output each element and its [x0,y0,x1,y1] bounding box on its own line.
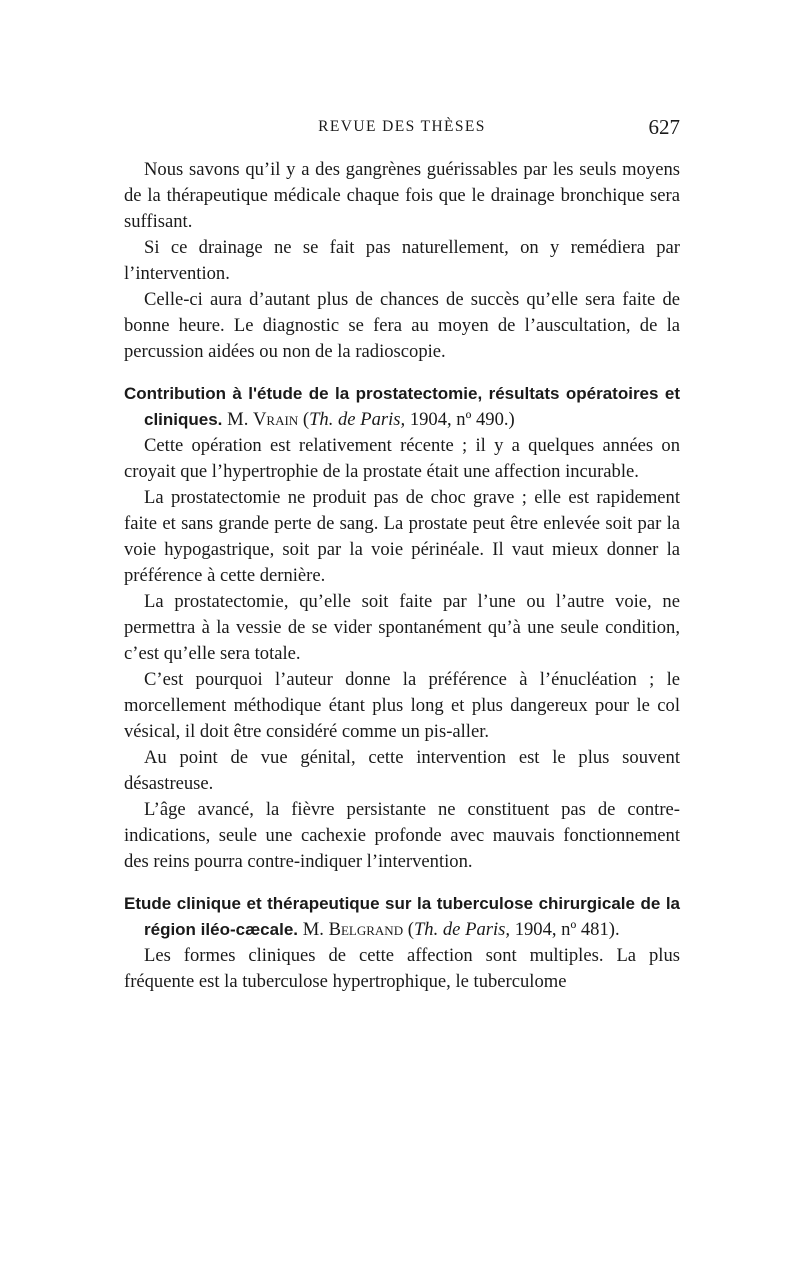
ref-journal: Th. de Paris, [413,919,511,940]
thesis-heading [124,381,680,433]
paragraph: L’âge avancé, la fièvre persistante ne constituent pas de contre-indications, seule une cachexie profonde avec mauvais fonctionnement des reins pourra contre-indiquer l’intervention. [124,799,680,872]
paragraph: Cette opération est relativement récente ; il y a quelques années on croyait que l’hypertrophie de la prostate était une affection incurable. [124,435,680,482]
thesis-author [303,919,620,940]
ref-rest: 1904, nº 481). [514,919,620,940]
paragraph: Celle-ci aura d’autant plus de chances de succès qu’elle sera faite de bonne heure. Le diagnostic se fera au moyen de l’auscultation, de la percussion aidées ou non de la radioscopie. [124,289,680,362]
section-gap [124,875,680,891]
paragraph: Si ce drainage ne se fait pas naturellement, on y remédiera par l’intervention. [124,237,680,284]
thesis-author [227,409,515,430]
author-name: Belgrand [328,919,404,940]
paragraph: C’est pourquoi l’auteur donne la préférence à l’énucléation ; le morcellement méthodique étant plus long et plus dangereux pour le col vésical, il doit être considéré comme un pis-aller. [124,669,680,742]
ref-open: ( [407,919,414,940]
paragraph: Au point de vue génital, cette intervention est le plus souvent désastreuse. [124,747,680,794]
thesis-heading [124,891,680,943]
ref-rest: 1904, nº 490.) [409,409,515,430]
article-body [124,157,680,995]
paragraph: Les formes cliniques de cette affection sont multiples. La plus fréquente est la tuberculose hypertrophique, le tuberculome [124,945,680,992]
paragraph: La prostatectomie, qu’elle soit faite par l’une ou l’autre voie, ne permettra à la vessie de se vider spontanément qu’à une seule condition, c’est qu’elle sera totale. [124,591,680,664]
thesis-title: Contribution à l'étude de la prostatectomie, résultats opératoires et cliniques. [124,384,680,429]
ref-open: ( [302,409,310,430]
running-title: REVUE DES THÈSES [318,118,486,135]
page-header [124,115,680,144]
author-name: Vrain [253,409,299,430]
paragraph: Nous savons qu’il y a des gangrènes guérissables par les seuls moyens de la thérapeutique médicale chaque fois que le drainage bronchique sera suffisant. [124,159,680,232]
ref-journal: Th. de Paris, [309,409,406,430]
page-number: 627 [648,115,680,139]
paragraph: La prostatectomie ne produit pas de choc grave ; elle est rapidement faite et sans grande perte de sang. La prostate peut être enlevée soit par la voie hypogastrique, soit par la voie périnéale. Il vaut mieux donner la préférence à cette dernière. [124,487,680,586]
section-gap [124,365,680,381]
author-prefix: M. [227,409,249,430]
author-prefix: M. [302,919,324,940]
thesis-title: Etude clinique et thérapeutique sur la tuberculose chirurgicale de la région iléo-cæcale. [124,894,680,939]
